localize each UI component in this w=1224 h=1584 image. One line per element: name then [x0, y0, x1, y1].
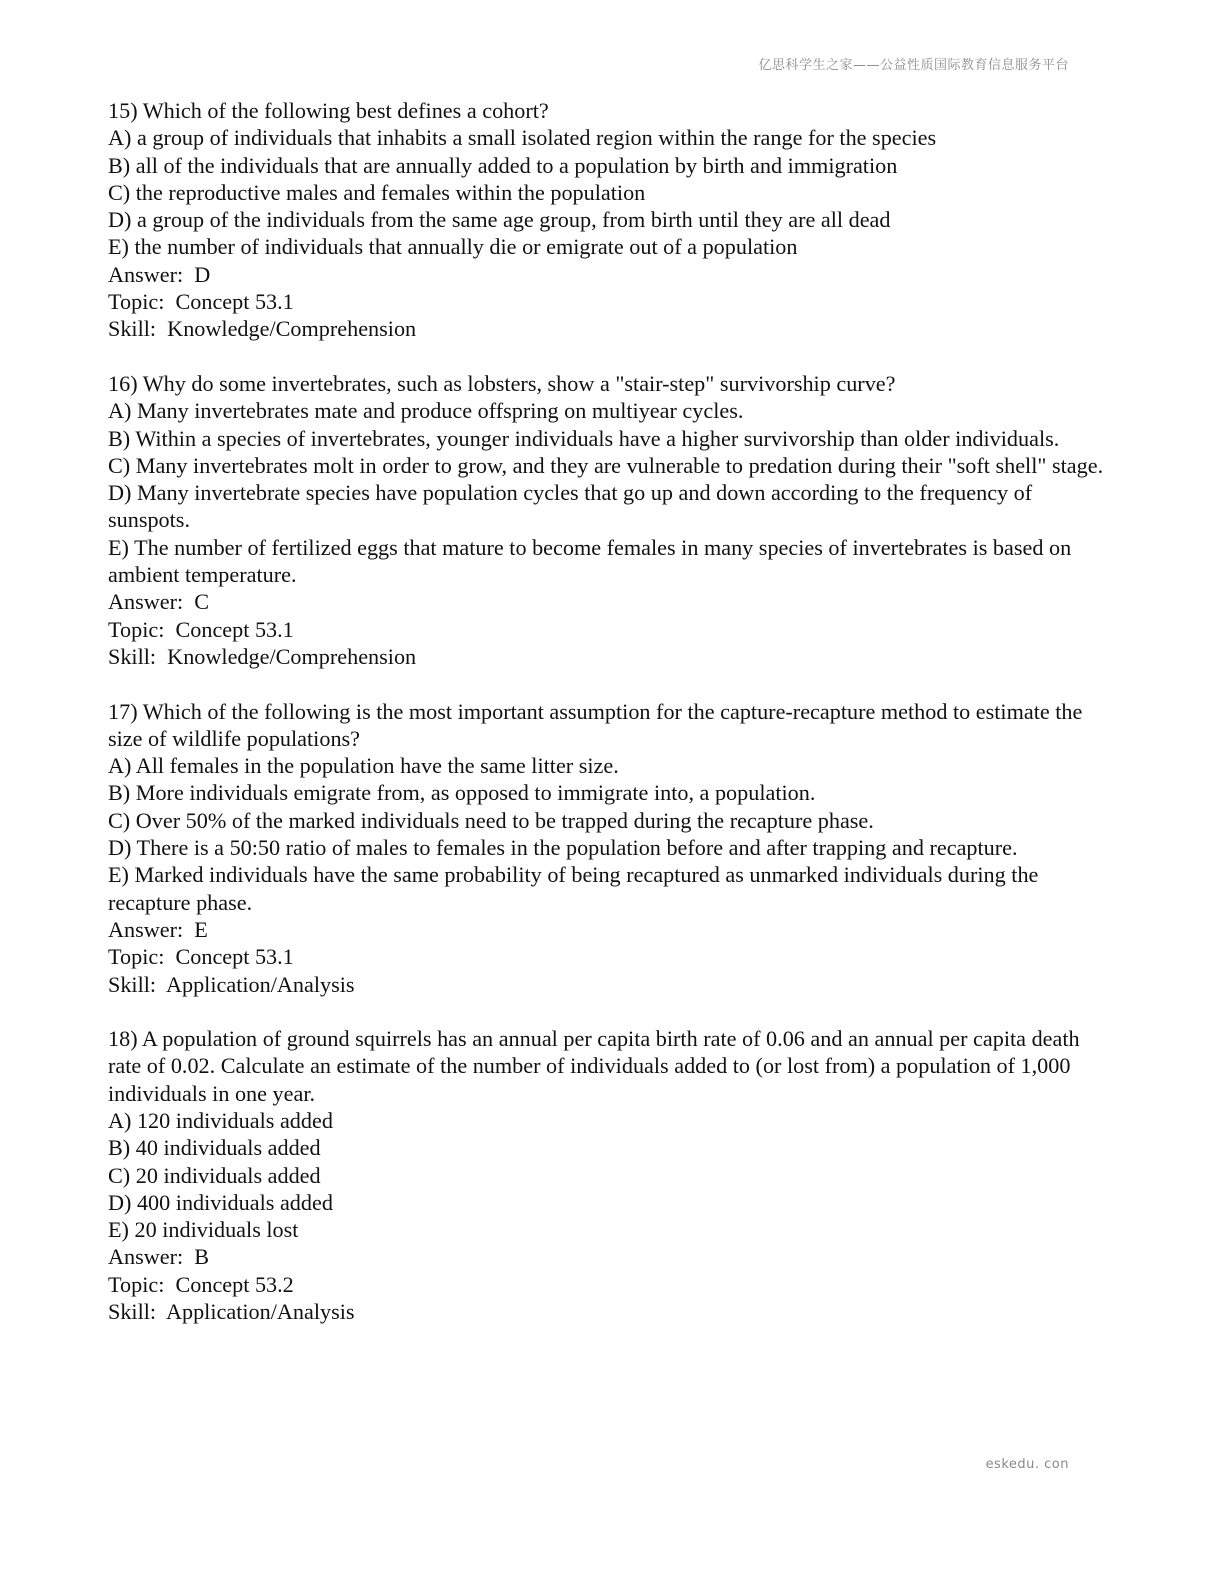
question-18: [108, 1025, 1118, 1325]
question-stem: 18) A population of ground squirrels has an annual per capita birth rate of 0.06 and an annual per capita death rate of 0.02. Calculate an estimate of the number of individuals added to (or lost from) a population of 1,000 individuals in one year.: [108, 1026, 1086, 1106]
question-stem: 16) Why do some invertebrates, such as lobsters, show a "stair-step" survivorship curve?: [108, 370, 896, 396]
option-c: C) the reproductive males and females within the population: [108, 179, 646, 205]
option-b: B) More individuals emigrate from, as opposed to immigrate into, a population.: [108, 780, 816, 806]
option-d: D) a group of the individuals from the same age group, from birth until they are all dead: [108, 207, 891, 233]
option-e: E) the number of individuals that annually die or emigrate out of a population: [108, 234, 798, 260]
option-c: C) Over 50% of the marked individuals need to be trapped during the recapture phase.: [108, 807, 874, 833]
option-d: D) There is a 50:50 ratio of males to females in the population before and after trapping and recapture.: [108, 835, 1018, 861]
option-e: E) The number of fertilized eggs that mature to become females in many species of invertebrates is based on ambient temperature.: [108, 534, 1077, 588]
option-b: B) 40 individuals added: [108, 1135, 321, 1161]
question-15: [108, 97, 1118, 343]
option-d: D) Many invertebrate species have population cycles that go up and down according to the frequency of sunspots.: [108, 480, 1038, 533]
option-c: C) Many invertebrates molt in order to grow, and they are vulnerable to predation during their "soft shell" stage.: [108, 452, 1104, 478]
question-list: [108, 97, 1118, 1353]
answer-line: Answer: E: [108, 916, 208, 942]
option-a: A) All females in the population have the same litter size.: [108, 753, 619, 779]
option-a: A) Many invertebrates mate and produce offspring on multiyear cycles.: [108, 398, 744, 424]
skill-line: Skill: Knowledge/Comprehension: [108, 643, 417, 669]
answer-line: Answer: B: [108, 1244, 210, 1270]
skill-line: Skill: Knowledge/Comprehension: [108, 316, 417, 342]
topic-line: Topic: Concept 53.1: [108, 289, 294, 315]
option-c: C) 20 individuals added: [108, 1162, 321, 1188]
option-d: D) 400 individuals added: [108, 1189, 333, 1215]
answer-line: Answer: D: [108, 261, 211, 287]
skill-line: Skill: Application/Analysis: [108, 1299, 355, 1325]
question-stem: 15) Which of the following best defines a cohort?: [108, 98, 549, 123]
question-16: [108, 370, 1118, 670]
option-b: B) all of the individuals that are annually added to a population by birth and immigration: [108, 152, 898, 178]
page-footer-site-url: eskedu. con: [985, 1457, 1069, 1472]
topic-line: Topic: Concept 53.2: [108, 1271, 294, 1297]
skill-line: Skill: Application/Analysis: [108, 971, 355, 997]
question-stem: 17) Which of the following is the most important assumption for the capture-recapture method to estimate the size of wildlife populations?: [108, 698, 1088, 751]
option-a: A) a group of individuals that inhabits a small isolated region within the range for the species: [108, 125, 937, 151]
page-header-site-label: 亿思科学生之家——公益性质国际教育信息服务平台: [758, 58, 1069, 73]
option-b: B) Within a species of invertebrates, younger individuals have a higher survivorship than older individuals.: [108, 425, 1060, 451]
option-e: E) 20 individuals lost: [108, 1217, 299, 1243]
option-a: A) 120 individuals added: [108, 1107, 333, 1133]
topic-line: Topic: Concept 53.1: [108, 616, 294, 642]
topic-line: Topic: Concept 53.1: [108, 944, 294, 970]
option-e: E) Marked individuals have the same probability of being recaptured as unmarked individuals during the recapture phase.: [108, 862, 1044, 915]
answer-line: Answer: C: [108, 589, 210, 615]
question-17: [108, 698, 1118, 998]
